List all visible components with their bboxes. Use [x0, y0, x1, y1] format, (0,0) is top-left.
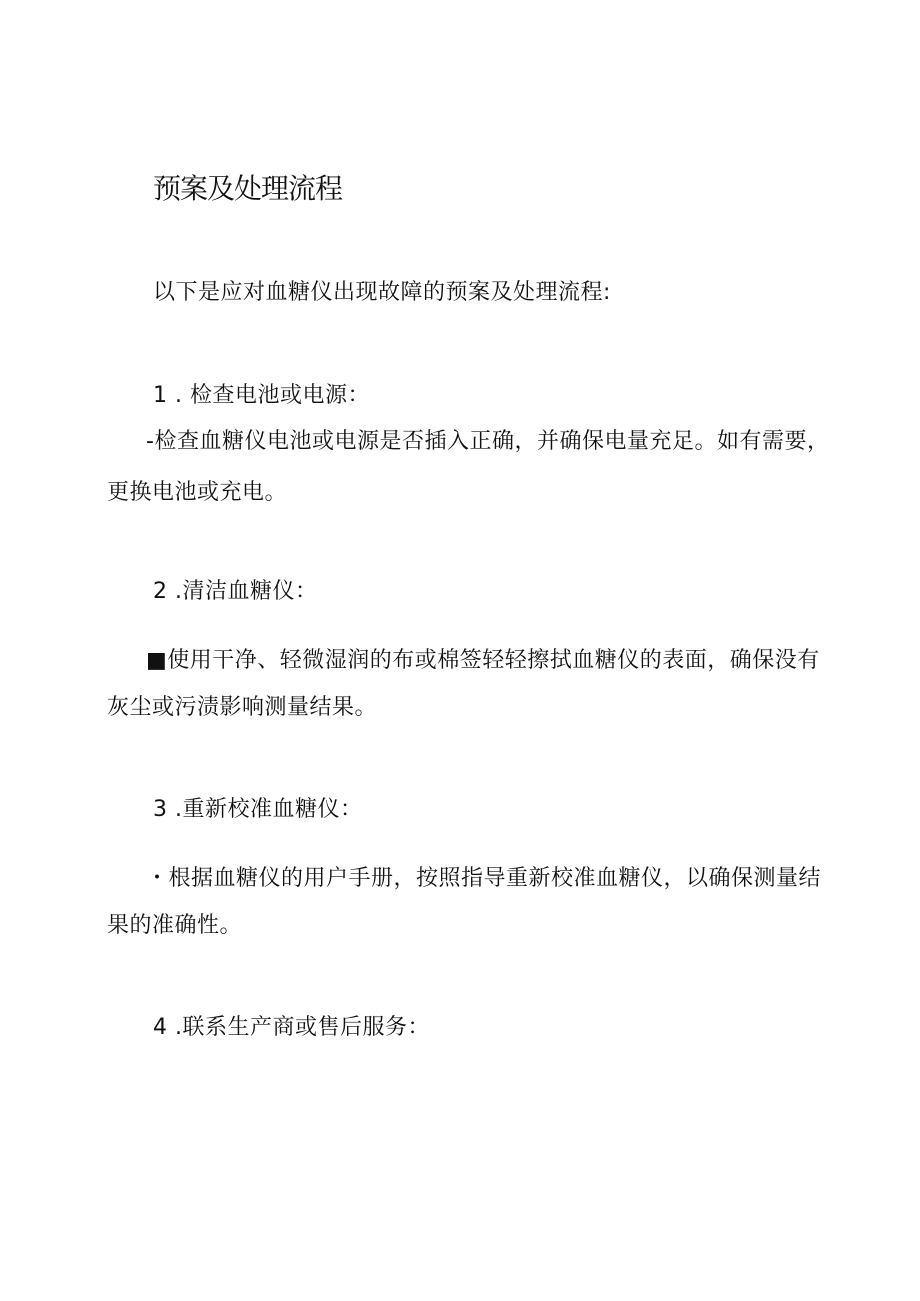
section-heading-4: 4 .联系生产商或售后服务： — [153, 1015, 430, 1040]
section-1-line-1: -检查血糖仪电池或电源是否插入正确，并确保电量充足。如有需要， — [146, 429, 830, 454]
section-2-line-2: 灰尘或污渍影响测量结果。 — [107, 695, 378, 720]
intro-paragraph: 以下是应对血糖仪出现故障的预案及处理流程: — [153, 280, 611, 305]
page-title: 预案及处理流程 — [153, 172, 343, 205]
section-heading-1: 1 . 检查电池或电源： — [153, 383, 370, 408]
section-3-line-2: 果的准确性。 — [107, 913, 243, 938]
section-heading-2: 2 .清洁血糖仪： — [153, 579, 318, 604]
section-2-line-1: ■使用干净、轻微湿润的布或棉签轻轻擦拭血糖仪的表面，确保没有 — [146, 648, 820, 673]
section-heading-3: 3 .重新校准血糖仪： — [153, 797, 363, 822]
section-3-line-1: ・根据血糖仪的用户手册，按照指导重新校准血糖仪，以确保测量结 — [146, 866, 822, 891]
section-1-line-2: 更换电池或充电。 — [107, 480, 288, 505]
